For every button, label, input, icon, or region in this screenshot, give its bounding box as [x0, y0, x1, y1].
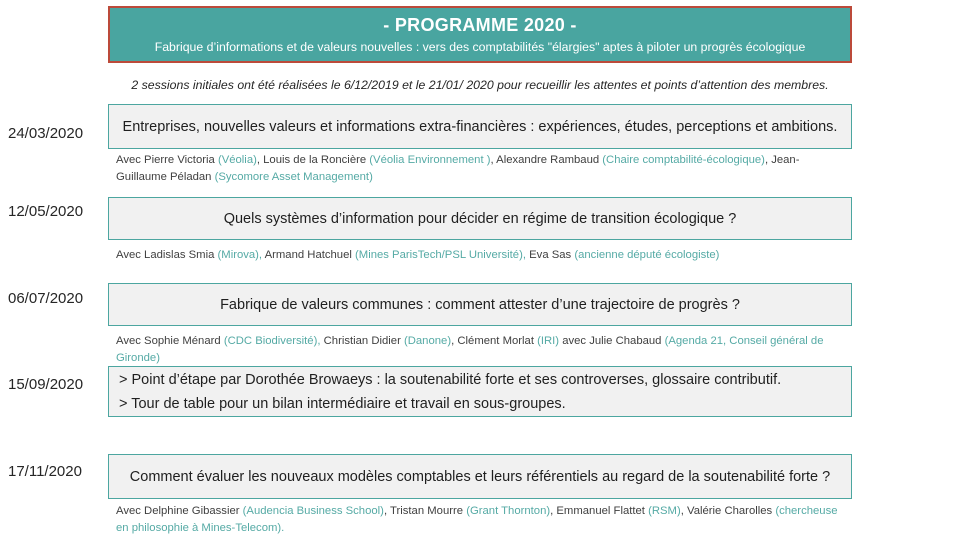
speaker-name: , Jean-Guillaume Péladan — [116, 154, 800, 183]
speaker-affiliation: (Véolia) — [217, 154, 257, 166]
session-speakers-5 — [116, 503, 838, 537]
speaker-affiliation: (Danone) — [403, 335, 452, 347]
session-date-3: 06/07/2020 — [8, 290, 84, 307]
speaker-name: , Alexandre Rambaud — [490, 154, 603, 166]
speaker-name: Avec Ladislas Smia — [116, 249, 218, 261]
speaker-affiliation: (Véolia Environnement ) — [369, 154, 491, 166]
speaker-affiliation: (chercheuse en philosophie à Mines-Telecom). — [116, 505, 838, 534]
session-title-box-2 — [108, 197, 852, 240]
speaker-name: , Clément Morlat — [451, 335, 538, 347]
speaker-name: avec Julie Chabaud — [559, 335, 665, 347]
session-date-1: 24/03/2020 — [8, 125, 84, 142]
speaker-affiliation: (RSM) — [648, 505, 681, 517]
session-speakers-1 — [116, 152, 838, 186]
speaker-affiliation: (ancienne député écologiste) — [574, 249, 720, 261]
speaker-name: , Tristan Mourre — [383, 505, 467, 517]
speaker-name: Avec Delphine Gibassier — [116, 505, 243, 517]
session-title-box-4 — [108, 366, 852, 417]
session-date-5: 17/11/2020 — [8, 463, 82, 480]
session-date-4: 15/09/2020 — [8, 376, 84, 393]
speaker-name: Christian Didier — [320, 335, 404, 347]
session-title-box-5 — [108, 454, 852, 499]
speaker-name: Avec Sophie Ménard — [116, 335, 224, 347]
program-subtitle: Fabrique d’informations et de valeurs nouvelles : vers des comptabilités "élargies" aptes à piloter un progrès écologique — [154, 40, 806, 54]
session-title-box-3 — [108, 283, 852, 326]
session-title-box-1 — [108, 104, 852, 149]
session-speakers-3 — [116, 333, 838, 367]
session-speakers-2 — [116, 247, 838, 264]
speaker-name: Armand Hatchuel — [262, 249, 356, 261]
header-banner — [108, 6, 852, 63]
speaker-name: , Louis de la Roncière — [256, 154, 370, 166]
session-title-5: Comment évaluer les nouveaux modèles comptables et leurs référentiels au regard de la soutenabilité forte ? — [129, 468, 831, 485]
speaker-affiliation: (Agenda 21, Conseil général de Gironde) — [116, 335, 824, 364]
speaker-name: , Emmanuel Flattet — [550, 505, 649, 517]
session-title-2: Quels systèmes d’information pour décider en régime de transition écologique ? — [223, 210, 737, 227]
speaker-affiliation: (Grant Thornton) — [466, 505, 551, 517]
speaker-name: Avec Pierre Victoria — [116, 154, 218, 166]
speaker-affiliation: (Audencia Business School) — [242, 505, 384, 517]
speaker-name: , Valérie Charolles — [680, 505, 776, 517]
speaker-affiliation: (Chaire comptabilité-écologique) — [602, 154, 765, 166]
speaker-affiliation: (IRI) — [537, 335, 560, 347]
session-date-2: 12/05/2020 — [8, 203, 84, 220]
intro-note: 2 sessions initiales ont été réalisées le 6/12/2019 et le 21/01/ 2020 pour recueillir les attentes et points d’attention des membres. — [131, 78, 829, 92]
session-title-4-line-2: > Tour de table pour un bilan intermédiaire et travail en sous-groupes. — [119, 395, 566, 412]
session-title-1: Entreprises, nouvelles valeurs et informations extra-financières : expériences, études, perceptions et ambitions. — [122, 118, 838, 135]
program-title: - PROGRAMME 2020 - — [383, 15, 577, 35]
speaker-affiliation: (Mines ParisTech/PSL Université), — [355, 249, 526, 261]
speaker-affiliation: (Sycomore Asset Management) — [214, 170, 373, 183]
session-title-4-line-1: > Point d’étape par Dorothée Browaeys : la soutenabilité forte et ses controverses, glossaire contributif. — [119, 371, 782, 388]
speaker-name: Eva Sas — [526, 249, 575, 261]
speaker-affiliation: (CDC Biodiversité), — [223, 335, 321, 347]
speaker-affiliation: (Mirova), — [217, 249, 263, 261]
session-title-3: Fabrique de valeurs communes : comment attester d’une trajectoire de progrès ? — [220, 296, 740, 313]
